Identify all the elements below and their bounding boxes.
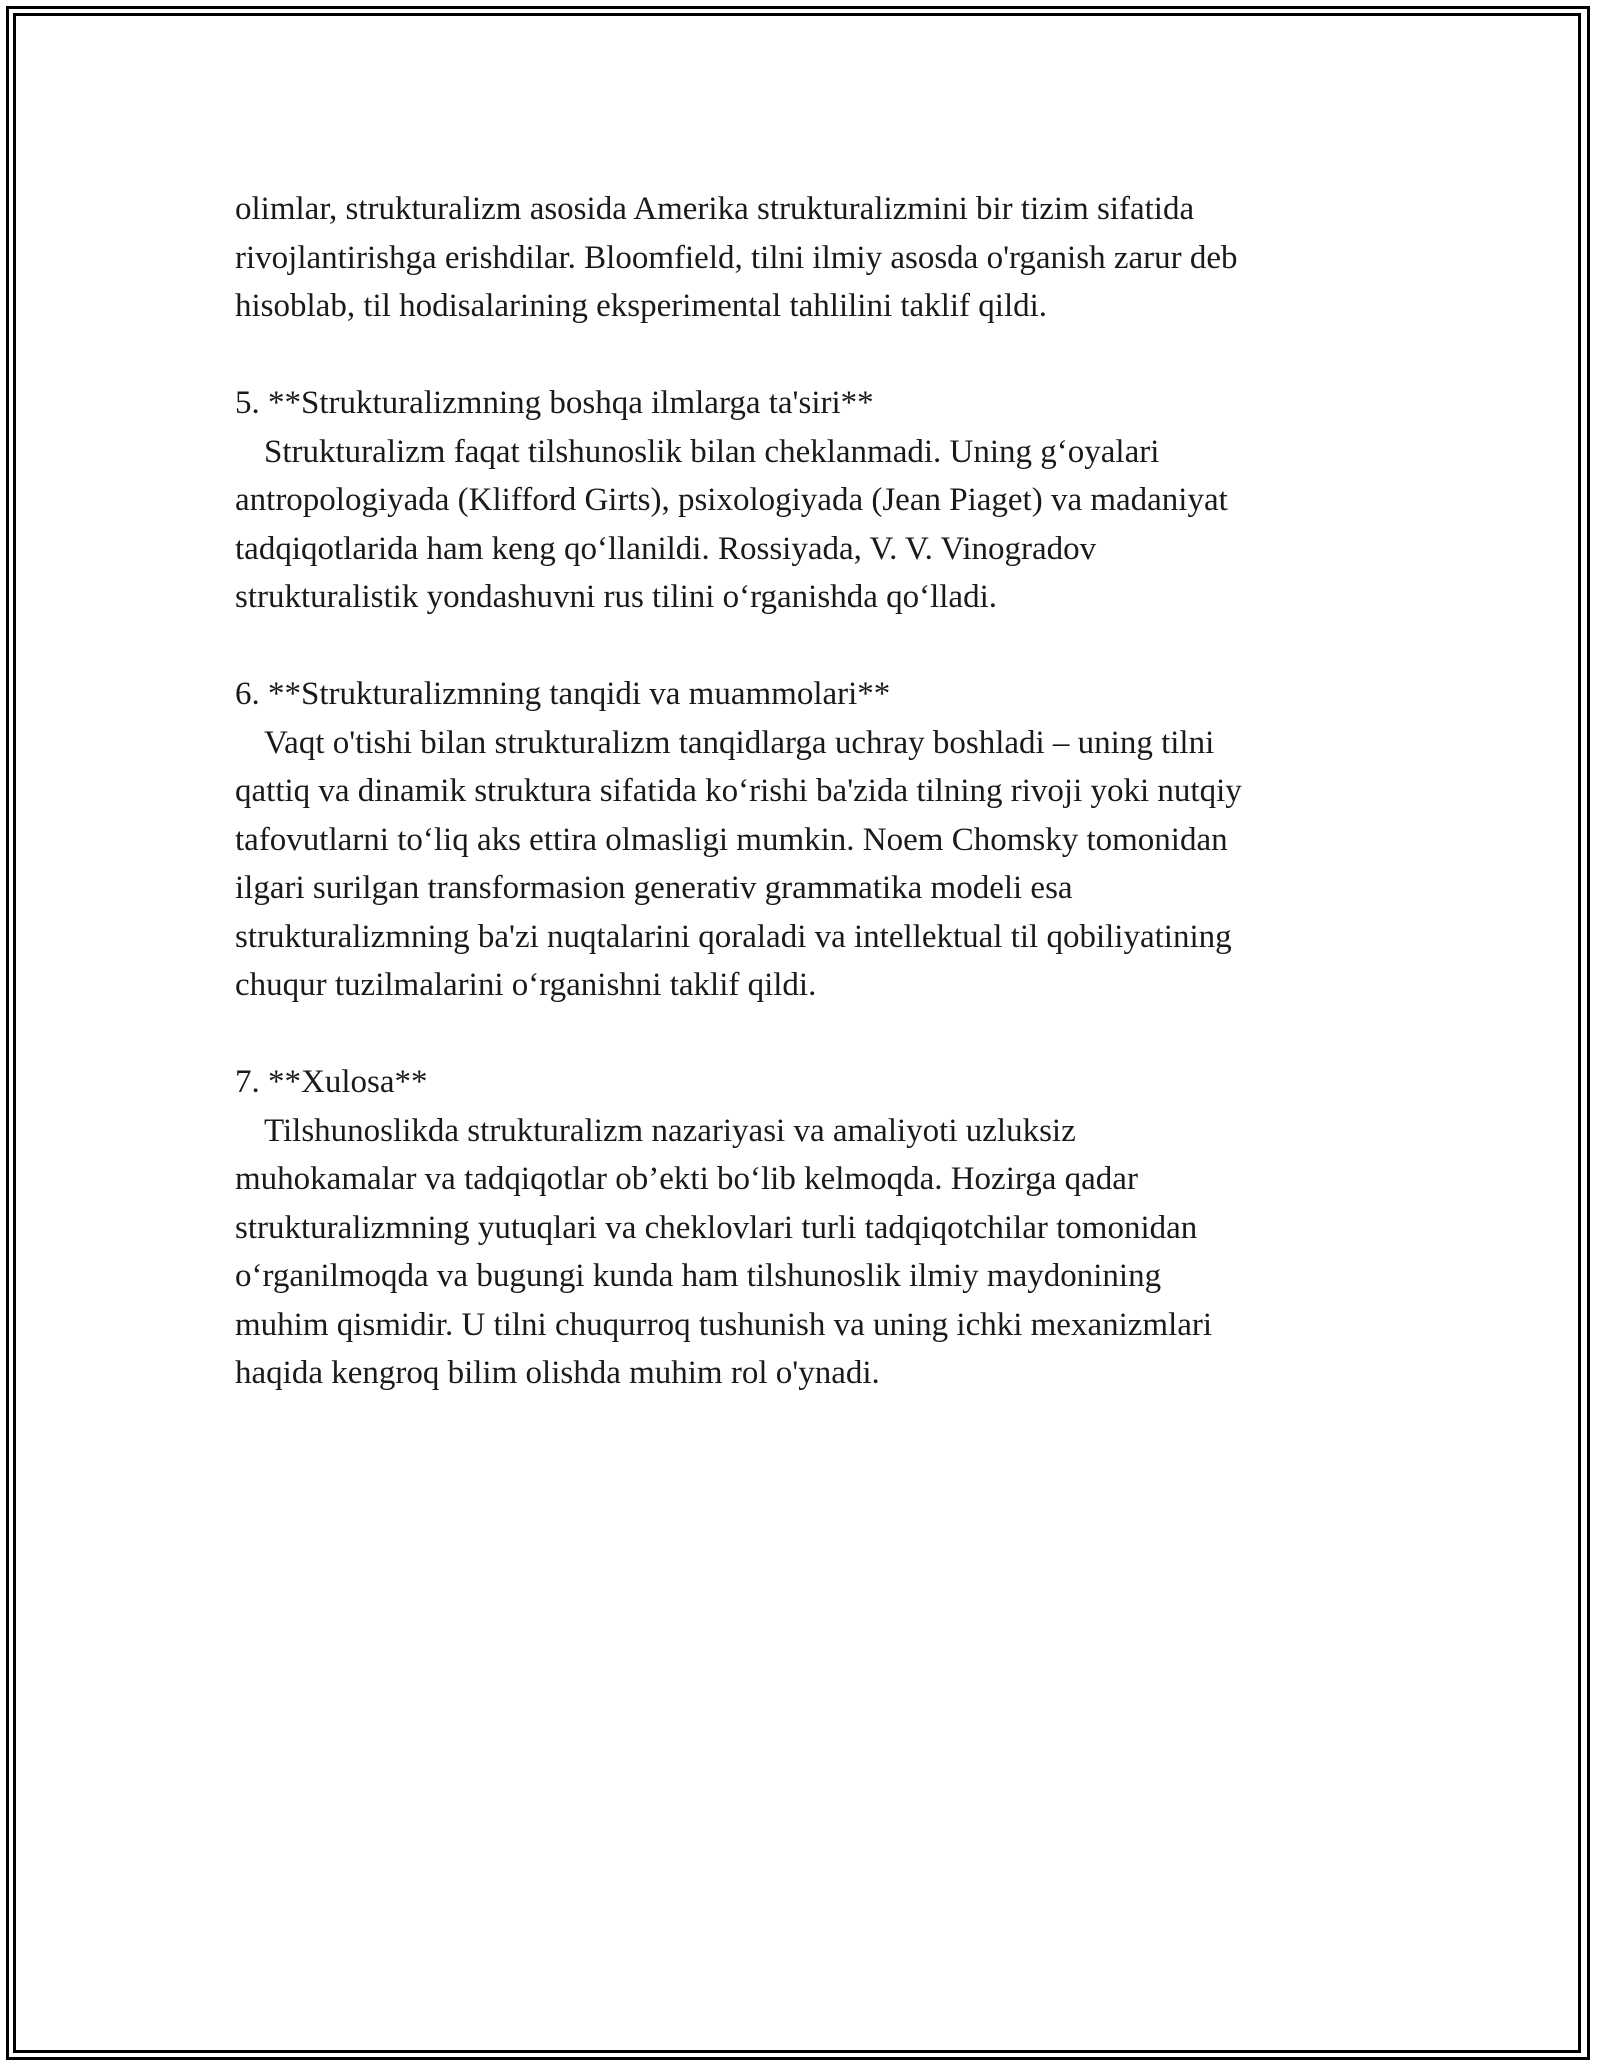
text-line: ilgari surilgan transformasion generativ grammatika modeli esa: [235, 870, 1073, 906]
text-line: strukturalizmning ba'zi nuqtalarini qoraladi va intellektual til qobiliyatining: [235, 918, 1232, 955]
section-heading: 6. **Strukturalizmning tanqidi va muammolari**: [235, 676, 891, 712]
section-heading: 5. **Strukturalizmning boshqa ilmlarga ta'siri**: [235, 385, 874, 421]
section-6: [235, 670, 1370, 1010]
text-line: strukturalizmning yutuqlari va cheklovlari turli tadqiqotchilar tomonidan: [235, 1209, 1198, 1246]
text-line: tadqiqotlarida ham keng qo‘llanildi. Rossiyada, V. V. Vinogradov: [235, 530, 1097, 567]
text-line: olimlar, strukturalizm asosida Amerika strukturalizmini bir tizim sifatida: [235, 191, 1195, 227]
text-line: rivojlantirishga erishdilar. Bloomfield, tilni ilmiy asosda o'rganish zarur deb: [235, 239, 1238, 276]
text-line: Vaqt o'tishi bilan strukturalizm tanqidlarga uchray boshladi – uning tilni: [264, 724, 1215, 761]
text-line: haqida kengroq bilim olishda muhim rol o'ynadi.: [235, 1355, 880, 1391]
text-line: muhim qismidir. U tilni chuqurroq tushunish va uning ichki mexanizmlari: [235, 1306, 1213, 1343]
text-line: hisoblab, til hodisalarining eksperimental tahlilini taklif qildi.: [235, 288, 1048, 324]
document-body: [235, 185, 1370, 1446]
text-line: o‘rganilmoqda va bugungi kunda ham tilshunoslik ilmiy maydonining: [235, 1258, 1162, 1294]
paragraph-intro: [235, 185, 1370, 331]
text-line: tafovutlarni to‘liq aks ettira olmasligi mumkin. Noem Chomsky tomonidan: [235, 821, 1228, 858]
text-line: Strukturalizm faqat tilshunoslik bilan cheklanmadi. Uning g‘oyalari: [264, 433, 1160, 470]
text-line: chuqur tuzilmalarini o‘rganishni taklif qildi.: [235, 967, 817, 1003]
section-heading: 7. **Xulosa**: [235, 1064, 428, 1100]
text-line: qattiq va dinamik struktura sifatida ko‘rishi ba'zida tilning rivoji yoki nutqiy: [235, 773, 1242, 809]
section-5: [235, 379, 1370, 622]
text-line: Tilshunoslikda strukturalizm nazariyasi va amaliyoti uzluksiz: [264, 1112, 1076, 1149]
text-line: antropologiyada (Klifford Girts), psixologiyada (Jean Piaget) va madaniyat: [235, 482, 1228, 518]
text-line: muhokamalar va tadqiqotlar ob’ekti bo‘lib kelmoqda. Hozirga qadar: [235, 1161, 1138, 1197]
section-7: [235, 1058, 1370, 1398]
text-line: strukturalistik yondashuvni rus tilini o‘rganishda qo‘lladi.: [235, 579, 997, 615]
